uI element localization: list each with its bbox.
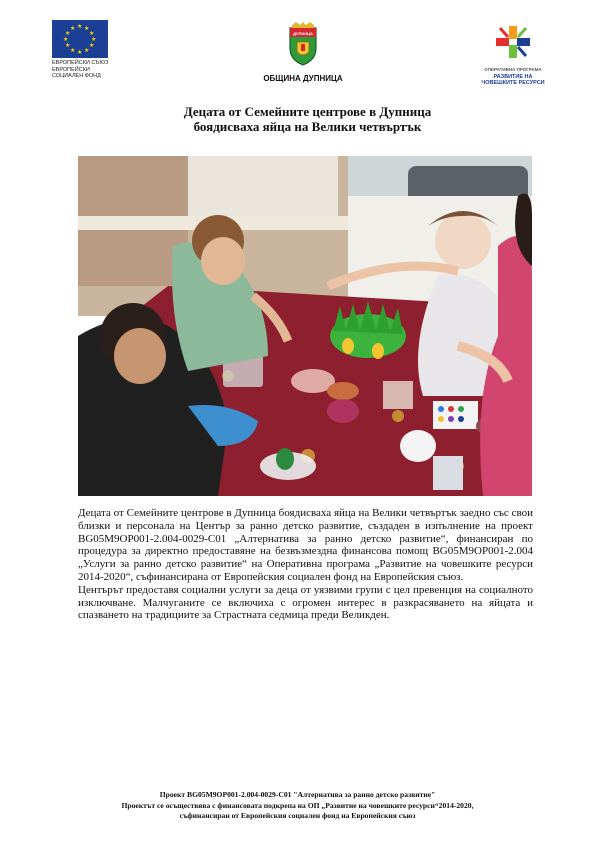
coat-banner-text: ДУПНИЦА [293,31,313,36]
egg-painting-photo [78,156,532,496]
op-label-line: РАЗВИТИЕ НА [493,73,533,80]
document-footer [60,790,535,822]
municipality-logo [258,22,348,83]
op-label-line: ЧОВЕШКИТЕ РЕСУРСИ [481,80,545,86]
body-paragraph: Децата от Семейните центрове в Дупница боядисваха яйца на Велики четвъртък заедно със свои близки и персонала на Център за ранно детско развитие, създаден в изпълнение на проект BG05M9OP001-2.004-0029-C01 „Алтернатива за ранно детско развитие“, финансиран по процедура за директно предоставяне на безвъзмездна финансова помощ BG05M9OP001-2.004 „Услуги за ранно детско развитие“ на Оперативна програма „Развитие на човешките ресурси 2014-2020“, съфинансирана от Европейския социален фонд на Европейския съюз. [78,507,533,583]
article-body [78,507,533,622]
op-hrd-logo [478,24,548,87]
eu-label-line: ЕВРОПЕЙСКИ СЪЮЗ [52,60,109,66]
footer-line: Проектът се осъществява с финансовата подкрепа на ОП „Развитие на човешките ресурси“2014-2020, [121,800,474,810]
article-title [80,104,535,134]
eu-label [52,60,114,80]
op-label-line: ОПЕРАТИВНА ПРОГРАМА [484,67,542,72]
title-line: Децата от Семейните центрове в Дупница [183,104,432,119]
municipality-name: ОБЩИНА ДУПНИЦА [263,74,343,83]
eu-label-line: СОЦИАЛЕН ФОНД [52,73,101,79]
document-header [0,0,595,100]
coat-of-arms-icon [288,22,318,66]
op-hrd-emblem-icon [488,24,538,62]
op-hrd-label [478,67,548,87]
title-line: боядисваха яйца на Велики четвъртък [193,119,422,134]
eu-logo [52,20,114,80]
article-photo [78,156,532,496]
footer-line: съфинансиран от Европейския социален фонд на Европейския съюз [179,811,416,820]
body-paragraph: Центърът предоставя социални услуги за деца от уязвими групи с цел превенция на социалното изключване. Малчуганите се включиха с огромен интерес в разкрасяването на яйцата и спазването на традициите за Страстната седмица преди Великден. [78,583,533,622]
eu-flag-icon: ★ ★ ★ ★ ★ ★ ★ ★ ★ ★ ★ ★ [52,20,108,58]
eu-label-line: ЕВРОПЕЙСКИ [52,66,90,73]
footer-line: Проект BG05M9OP001-2.004-0029-C01 "Алтернатива за ранно детско развитие" [159,790,436,799]
